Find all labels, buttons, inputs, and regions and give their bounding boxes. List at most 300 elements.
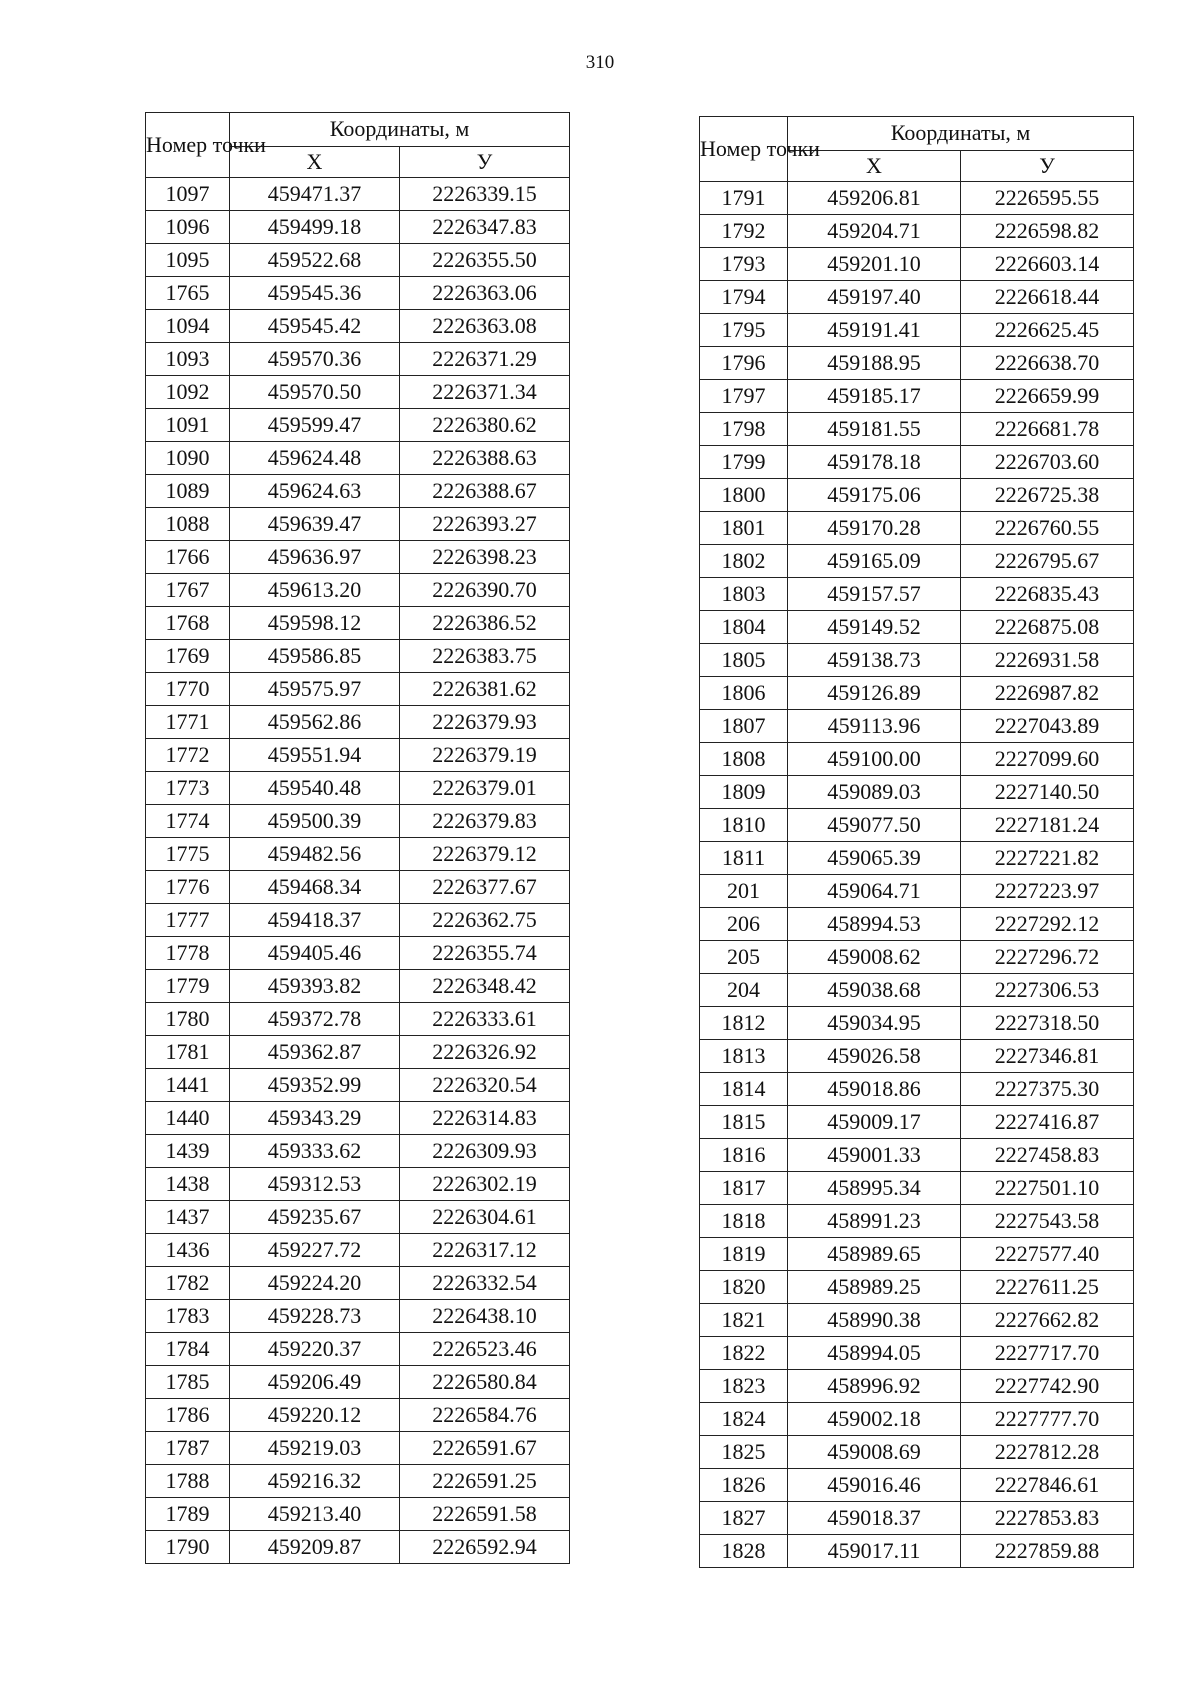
table-row	[146, 475, 570, 508]
x-coordinate-cell: 459362.87	[230, 1036, 400, 1069]
x-coordinate-cell: 459206.81	[788, 182, 961, 215]
table-header	[700, 117, 1134, 182]
y-coordinate-cell: 2226320.54	[400, 1069, 570, 1102]
y-coordinate-cell: 2226591.25	[400, 1465, 570, 1498]
point-number-cell: 1440	[146, 1102, 230, 1135]
point-number-header: Номер точки	[146, 113, 230, 178]
y-coordinate-cell: 2227099.60	[961, 743, 1134, 776]
point-number-cell: 1812	[700, 1007, 788, 1040]
y-coordinate-cell: 2226591.67	[400, 1432, 570, 1465]
y-coordinate-cell: 2226388.67	[400, 475, 570, 508]
point-number-cell: 1782	[146, 1267, 230, 1300]
table-row	[700, 1370, 1134, 1403]
table-row	[146, 805, 570, 838]
point-number-cell: 1805	[700, 644, 788, 677]
table-row	[146, 739, 570, 772]
page-number: 310	[585, 52, 615, 73]
y-coordinate-cell: 2227577.40	[961, 1238, 1134, 1271]
point-number-cell: 1815	[700, 1106, 788, 1139]
table-row	[700, 1040, 1134, 1073]
table-row	[146, 244, 570, 277]
table-row	[700, 875, 1134, 908]
y-coordinate-cell: 2226383.75	[400, 640, 570, 673]
point-number-cell: 1770	[146, 673, 230, 706]
table-row	[146, 937, 570, 970]
table-row	[700, 842, 1134, 875]
table-row	[146, 607, 570, 640]
x-coordinate-cell: 459197.40	[788, 281, 961, 314]
x-coordinate-cell: 459624.48	[230, 442, 400, 475]
y-coordinate-cell: 2226379.12	[400, 838, 570, 871]
point-number-cell: 1784	[146, 1333, 230, 1366]
x-coordinate-cell: 459586.85	[230, 640, 400, 673]
y-coordinate-cell: 2226332.54	[400, 1267, 570, 1300]
table-row	[146, 1069, 570, 1102]
table-row	[700, 743, 1134, 776]
table-row	[146, 1003, 570, 1036]
y-coordinate-cell: 2226681.78	[961, 413, 1134, 446]
y-coordinate-cell: 2226302.19	[400, 1168, 570, 1201]
table-row	[146, 970, 570, 1003]
point-number-cell: 1775	[146, 838, 230, 871]
x-coordinate-cell: 459522.68	[230, 244, 400, 277]
x-coordinate-cell: 459201.10	[788, 248, 961, 281]
point-number-cell: 1810	[700, 809, 788, 842]
y-coordinate-cell: 2226377.67	[400, 871, 570, 904]
table-row	[146, 409, 570, 442]
point-number-cell: 1768	[146, 607, 230, 640]
coordinates-header: Координаты, м	[788, 117, 1134, 151]
table-row	[700, 677, 1134, 710]
point-number-cell: 1828	[700, 1535, 788, 1568]
y-coordinate-cell: 2226393.27	[400, 508, 570, 541]
point-number-cell: 1097	[146, 178, 230, 211]
y-coordinate-cell: 2227458.83	[961, 1139, 1134, 1172]
table-row	[700, 809, 1134, 842]
point-number-cell: 1094	[146, 310, 230, 343]
table-row	[700, 314, 1134, 347]
y-coordinate-cell: 2226618.44	[961, 281, 1134, 314]
table-row	[700, 908, 1134, 941]
y-coordinate-cell: 2227181.24	[961, 809, 1134, 842]
table-row	[146, 1333, 570, 1366]
y-coordinate-cell: 2226371.34	[400, 376, 570, 409]
y-coordinate-cell: 2226638.70	[961, 347, 1134, 380]
table-row	[700, 182, 1134, 215]
point-number-cell: 1091	[146, 409, 230, 442]
y-coordinate-cell: 2226523.46	[400, 1333, 570, 1366]
y-coordinate-cell: 2227717.70	[961, 1337, 1134, 1370]
x-coordinate-cell: 459089.03	[788, 776, 961, 809]
y-coordinate-cell: 2226595.55	[961, 182, 1134, 215]
x-coordinate-cell: 459209.87	[230, 1531, 400, 1564]
x-coordinate-cell: 458990.38	[788, 1304, 961, 1337]
table-row	[700, 281, 1134, 314]
x-coordinate-cell: 459393.82	[230, 970, 400, 1003]
point-number-cell: 1791	[700, 182, 788, 215]
y-column-header: У	[961, 150, 1134, 181]
point-number-cell: 1796	[700, 347, 788, 380]
x-coordinate-cell: 458989.25	[788, 1271, 961, 1304]
table-row	[700, 479, 1134, 512]
x-coordinate-cell: 459613.20	[230, 574, 400, 607]
point-number-cell: 1804	[700, 611, 788, 644]
table-row	[146, 211, 570, 244]
table-row	[146, 310, 570, 343]
y-coordinate-cell: 2227140.50	[961, 776, 1134, 809]
x-column-header: X	[230, 146, 400, 177]
point-number-cell: 1789	[146, 1498, 230, 1531]
x-coordinate-cell: 458996.92	[788, 1370, 961, 1403]
y-coordinate-cell: 2226398.23	[400, 541, 570, 574]
x-coordinate-cell: 459017.11	[788, 1535, 961, 1568]
point-number-cell: 1436	[146, 1234, 230, 1267]
x-coordinate-cell: 459204.71	[788, 215, 961, 248]
table-row	[146, 1531, 570, 1564]
x-coordinate-cell: 459065.39	[788, 842, 961, 875]
y-coordinate-cell: 2226355.50	[400, 244, 570, 277]
x-coordinate-cell: 459165.09	[788, 545, 961, 578]
y-coordinate-cell: 2226703.60	[961, 446, 1134, 479]
x-coordinate-cell: 459468.34	[230, 871, 400, 904]
y-coordinate-cell: 2226603.14	[961, 248, 1134, 281]
y-coordinate-cell: 2227859.88	[961, 1535, 1134, 1568]
table-row	[700, 1238, 1134, 1271]
y-coordinate-cell: 2227853.83	[961, 1502, 1134, 1535]
table-row	[700, 347, 1134, 380]
point-number-cell: 1803	[700, 578, 788, 611]
x-coordinate-cell: 459599.47	[230, 409, 400, 442]
x-coordinate-cell: 459352.99	[230, 1069, 400, 1102]
table-row	[700, 1304, 1134, 1337]
x-coordinate-cell: 459018.37	[788, 1502, 961, 1535]
point-number-cell: 1781	[146, 1036, 230, 1069]
y-coordinate-cell: 2226725.38	[961, 479, 1134, 512]
x-coordinate-cell: 459598.12	[230, 607, 400, 640]
x-coordinate-cell: 459100.00	[788, 743, 961, 776]
y-coordinate-cell: 2226348.42	[400, 970, 570, 1003]
x-coordinate-cell: 458989.65	[788, 1238, 961, 1271]
point-number-cell: 1765	[146, 277, 230, 310]
coordinates-table-right	[699, 116, 1134, 1568]
table-row	[700, 1469, 1134, 1502]
point-number-cell: 1786	[146, 1399, 230, 1432]
point-number-cell: 1089	[146, 475, 230, 508]
table-row	[146, 541, 570, 574]
table-row	[146, 1366, 570, 1399]
y-coordinate-cell: 2226390.70	[400, 574, 570, 607]
y-coordinate-cell: 2227777.70	[961, 1403, 1134, 1436]
x-coordinate-cell: 459002.18	[788, 1403, 961, 1436]
x-coordinate-cell: 459418.37	[230, 904, 400, 937]
point-number-cell: 1439	[146, 1135, 230, 1168]
table-row	[700, 776, 1134, 809]
table-header	[146, 113, 570, 178]
point-number-cell: 1787	[146, 1432, 230, 1465]
point-number-cell: 1813	[700, 1040, 788, 1073]
y-coordinate-cell: 2226304.61	[400, 1201, 570, 1234]
y-coordinate-cell: 2227812.28	[961, 1436, 1134, 1469]
x-coordinate-cell: 459499.18	[230, 211, 400, 244]
x-coordinate-cell: 459191.41	[788, 314, 961, 347]
point-number-cell: 1093	[146, 343, 230, 376]
y-coordinate-cell: 2226371.29	[400, 343, 570, 376]
point-number-cell: 1797	[700, 380, 788, 413]
point-number-cell: 1438	[146, 1168, 230, 1201]
table-row	[146, 1432, 570, 1465]
x-coordinate-cell: 459026.58	[788, 1040, 961, 1073]
x-coordinate-cell: 459181.55	[788, 413, 961, 446]
table-row	[700, 974, 1134, 1007]
y-coordinate-cell: 2226380.62	[400, 409, 570, 442]
x-coordinate-cell: 459034.95	[788, 1007, 961, 1040]
x-coordinate-cell: 459018.86	[788, 1073, 961, 1106]
point-number-cell: 1095	[146, 244, 230, 277]
point-number-cell: 1783	[146, 1300, 230, 1333]
y-coordinate-cell: 2226363.06	[400, 277, 570, 310]
y-coordinate-cell: 2226592.94	[400, 1531, 570, 1564]
y-coordinate-cell: 2226987.82	[961, 677, 1134, 710]
table-row	[146, 1465, 570, 1498]
y-coordinate-cell: 2227742.90	[961, 1370, 1134, 1403]
point-number-cell: 1774	[146, 805, 230, 838]
table-row	[700, 644, 1134, 677]
coordinates-header: Координаты, м	[230, 113, 570, 147]
point-number-cell: 1826	[700, 1469, 788, 1502]
point-number-cell: 1821	[700, 1304, 788, 1337]
table-row	[146, 640, 570, 673]
table-row	[700, 248, 1134, 281]
y-coordinate-cell: 2226625.45	[961, 314, 1134, 347]
y-coordinate-cell: 2226379.93	[400, 706, 570, 739]
x-coordinate-cell: 458991.23	[788, 1205, 961, 1238]
y-coordinate-cell: 2226317.12	[400, 1234, 570, 1267]
y-coordinate-cell: 2226309.93	[400, 1135, 570, 1168]
x-coordinate-cell: 459008.62	[788, 941, 961, 974]
table-row	[700, 1403, 1134, 1436]
point-number-cell: 1767	[146, 574, 230, 607]
point-number-cell: 1780	[146, 1003, 230, 1036]
x-coordinate-cell: 459001.33	[788, 1139, 961, 1172]
point-number-cell: 1778	[146, 937, 230, 970]
table-row	[146, 277, 570, 310]
y-coordinate-cell: 2227846.61	[961, 1469, 1134, 1502]
point-number-cell: 1777	[146, 904, 230, 937]
y-coordinate-cell: 2226314.83	[400, 1102, 570, 1135]
table-row	[146, 838, 570, 871]
table-row	[146, 904, 570, 937]
y-coordinate-cell: 2227043.89	[961, 710, 1134, 743]
point-number-cell: 1817	[700, 1172, 788, 1205]
point-number-cell: 1437	[146, 1201, 230, 1234]
point-number-cell: 1794	[700, 281, 788, 314]
y-coordinate-cell: 2227318.50	[961, 1007, 1134, 1040]
x-coordinate-cell: 458994.05	[788, 1337, 961, 1370]
table-row	[700, 1106, 1134, 1139]
y-coordinate-cell: 2226875.08	[961, 611, 1134, 644]
y-coordinate-cell: 2226591.58	[400, 1498, 570, 1531]
x-coordinate-cell: 459228.73	[230, 1300, 400, 1333]
point-number-cell: 1825	[700, 1436, 788, 1469]
table-row	[700, 446, 1134, 479]
point-number-cell: 1799	[700, 446, 788, 479]
x-coordinate-cell: 459009.17	[788, 1106, 961, 1139]
x-coordinate-cell: 459333.62	[230, 1135, 400, 1168]
point-number-cell: 206	[700, 908, 788, 941]
x-coordinate-cell: 459213.40	[230, 1498, 400, 1531]
x-coordinate-cell: 459545.36	[230, 277, 400, 310]
point-number-cell: 1798	[700, 413, 788, 446]
y-coordinate-cell: 2227543.58	[961, 1205, 1134, 1238]
table-row	[700, 413, 1134, 446]
y-coordinate-cell: 2226362.75	[400, 904, 570, 937]
table-row	[700, 1205, 1134, 1238]
table-row	[700, 1007, 1134, 1040]
table-row	[700, 1502, 1134, 1535]
table-row	[146, 673, 570, 706]
y-column-header: У	[400, 146, 570, 177]
table-row	[146, 1168, 570, 1201]
x-coordinate-cell: 459405.46	[230, 937, 400, 970]
point-number-cell: 1441	[146, 1069, 230, 1102]
x-coordinate-cell: 459372.78	[230, 1003, 400, 1036]
table-row	[700, 611, 1134, 644]
y-coordinate-cell: 2226580.84	[400, 1366, 570, 1399]
x-coordinate-cell: 459157.57	[788, 578, 961, 611]
x-coordinate-cell: 459312.53	[230, 1168, 400, 1201]
x-coordinate-cell: 459149.52	[788, 611, 961, 644]
y-coordinate-cell: 2226379.19	[400, 739, 570, 772]
point-number-cell: 205	[700, 941, 788, 974]
y-coordinate-cell: 2227306.53	[961, 974, 1134, 1007]
x-coordinate-cell: 459227.72	[230, 1234, 400, 1267]
table-row	[700, 512, 1134, 545]
y-coordinate-cell: 2227346.81	[961, 1040, 1134, 1073]
y-coordinate-cell: 2226386.52	[400, 607, 570, 640]
table-row	[700, 380, 1134, 413]
table-row	[146, 1267, 570, 1300]
y-coordinate-cell: 2226659.99	[961, 380, 1134, 413]
table-row	[700, 1337, 1134, 1370]
table-row	[146, 1036, 570, 1069]
point-number-cell: 1096	[146, 211, 230, 244]
x-coordinate-cell: 459343.29	[230, 1102, 400, 1135]
x-coordinate-cell: 459570.36	[230, 343, 400, 376]
point-number-cell: 1792	[700, 215, 788, 248]
x-coordinate-cell: 459575.97	[230, 673, 400, 706]
table-row	[146, 1498, 570, 1531]
y-coordinate-cell: 2226379.01	[400, 772, 570, 805]
point-number-cell: 1802	[700, 545, 788, 578]
point-number-cell: 1773	[146, 772, 230, 805]
point-number-cell: 1088	[146, 508, 230, 541]
table-row	[700, 1535, 1134, 1568]
x-coordinate-cell: 458995.34	[788, 1172, 961, 1205]
x-column-header: X	[788, 150, 961, 181]
table-row	[700, 1073, 1134, 1106]
y-coordinate-cell: 2227223.97	[961, 875, 1134, 908]
y-coordinate-cell: 2226379.83	[400, 805, 570, 838]
point-number-cell: 1819	[700, 1238, 788, 1271]
point-number-cell: 1816	[700, 1139, 788, 1172]
x-coordinate-cell: 459220.37	[230, 1333, 400, 1366]
point-number-cell: 1811	[700, 842, 788, 875]
x-coordinate-cell: 459175.06	[788, 479, 961, 512]
y-coordinate-cell: 2227375.30	[961, 1073, 1134, 1106]
y-coordinate-cell: 2226795.67	[961, 545, 1134, 578]
y-coordinate-cell: 2226363.08	[400, 310, 570, 343]
point-number-cell: 1818	[700, 1205, 788, 1238]
point-number-cell: 1793	[700, 248, 788, 281]
point-number-cell: 1771	[146, 706, 230, 739]
table-row	[146, 1102, 570, 1135]
point-number-cell: 1806	[700, 677, 788, 710]
x-coordinate-cell: 459206.49	[230, 1366, 400, 1399]
y-coordinate-cell: 2227662.82	[961, 1304, 1134, 1337]
table-row	[700, 1436, 1134, 1469]
x-coordinate-cell: 459126.89	[788, 677, 961, 710]
x-coordinate-cell: 459188.95	[788, 347, 961, 380]
x-coordinate-cell: 459639.47	[230, 508, 400, 541]
y-coordinate-cell: 2226760.55	[961, 512, 1134, 545]
point-number-cell: 1808	[700, 743, 788, 776]
x-coordinate-cell: 459008.69	[788, 1436, 961, 1469]
table-body	[700, 182, 1134, 1568]
point-number-cell: 1824	[700, 1403, 788, 1436]
y-coordinate-cell: 2226931.58	[961, 644, 1134, 677]
x-coordinate-cell: 459562.86	[230, 706, 400, 739]
table-row	[146, 871, 570, 904]
x-coordinate-cell: 459138.73	[788, 644, 961, 677]
x-coordinate-cell: 459235.67	[230, 1201, 400, 1234]
table-row	[146, 442, 570, 475]
x-coordinate-cell: 459624.63	[230, 475, 400, 508]
point-number-cell: 1772	[146, 739, 230, 772]
x-coordinate-cell: 459185.17	[788, 380, 961, 413]
x-coordinate-cell: 459016.46	[788, 1469, 961, 1502]
table-row	[700, 1139, 1134, 1172]
x-coordinate-cell: 459224.20	[230, 1267, 400, 1300]
table-row	[146, 1399, 570, 1432]
y-coordinate-cell: 2227611.25	[961, 1271, 1134, 1304]
y-coordinate-cell: 2226347.83	[400, 211, 570, 244]
table-row	[146, 178, 570, 211]
table-row	[146, 574, 570, 607]
x-coordinate-cell: 459064.71	[788, 875, 961, 908]
point-number-cell: 1785	[146, 1366, 230, 1399]
y-coordinate-cell: 2226584.76	[400, 1399, 570, 1432]
x-coordinate-cell: 459636.97	[230, 541, 400, 574]
y-coordinate-cell: 2227221.82	[961, 842, 1134, 875]
x-coordinate-cell: 459545.42	[230, 310, 400, 343]
y-coordinate-cell: 2227501.10	[961, 1172, 1134, 1205]
x-coordinate-cell: 459500.39	[230, 805, 400, 838]
table-row	[700, 710, 1134, 743]
x-coordinate-cell: 459038.68	[788, 974, 961, 1007]
point-number-cell: 1092	[146, 376, 230, 409]
point-number-cell: 1790	[146, 1531, 230, 1564]
table-row	[146, 1234, 570, 1267]
point-number-cell: 1823	[700, 1370, 788, 1403]
point-number-cell: 1766	[146, 541, 230, 574]
x-coordinate-cell: 459178.18	[788, 446, 961, 479]
table-row	[700, 1172, 1134, 1205]
x-coordinate-cell: 459540.48	[230, 772, 400, 805]
x-coordinate-cell: 459551.94	[230, 739, 400, 772]
point-number-cell: 201	[700, 875, 788, 908]
y-coordinate-cell: 2226355.74	[400, 937, 570, 970]
point-number-cell: 1776	[146, 871, 230, 904]
